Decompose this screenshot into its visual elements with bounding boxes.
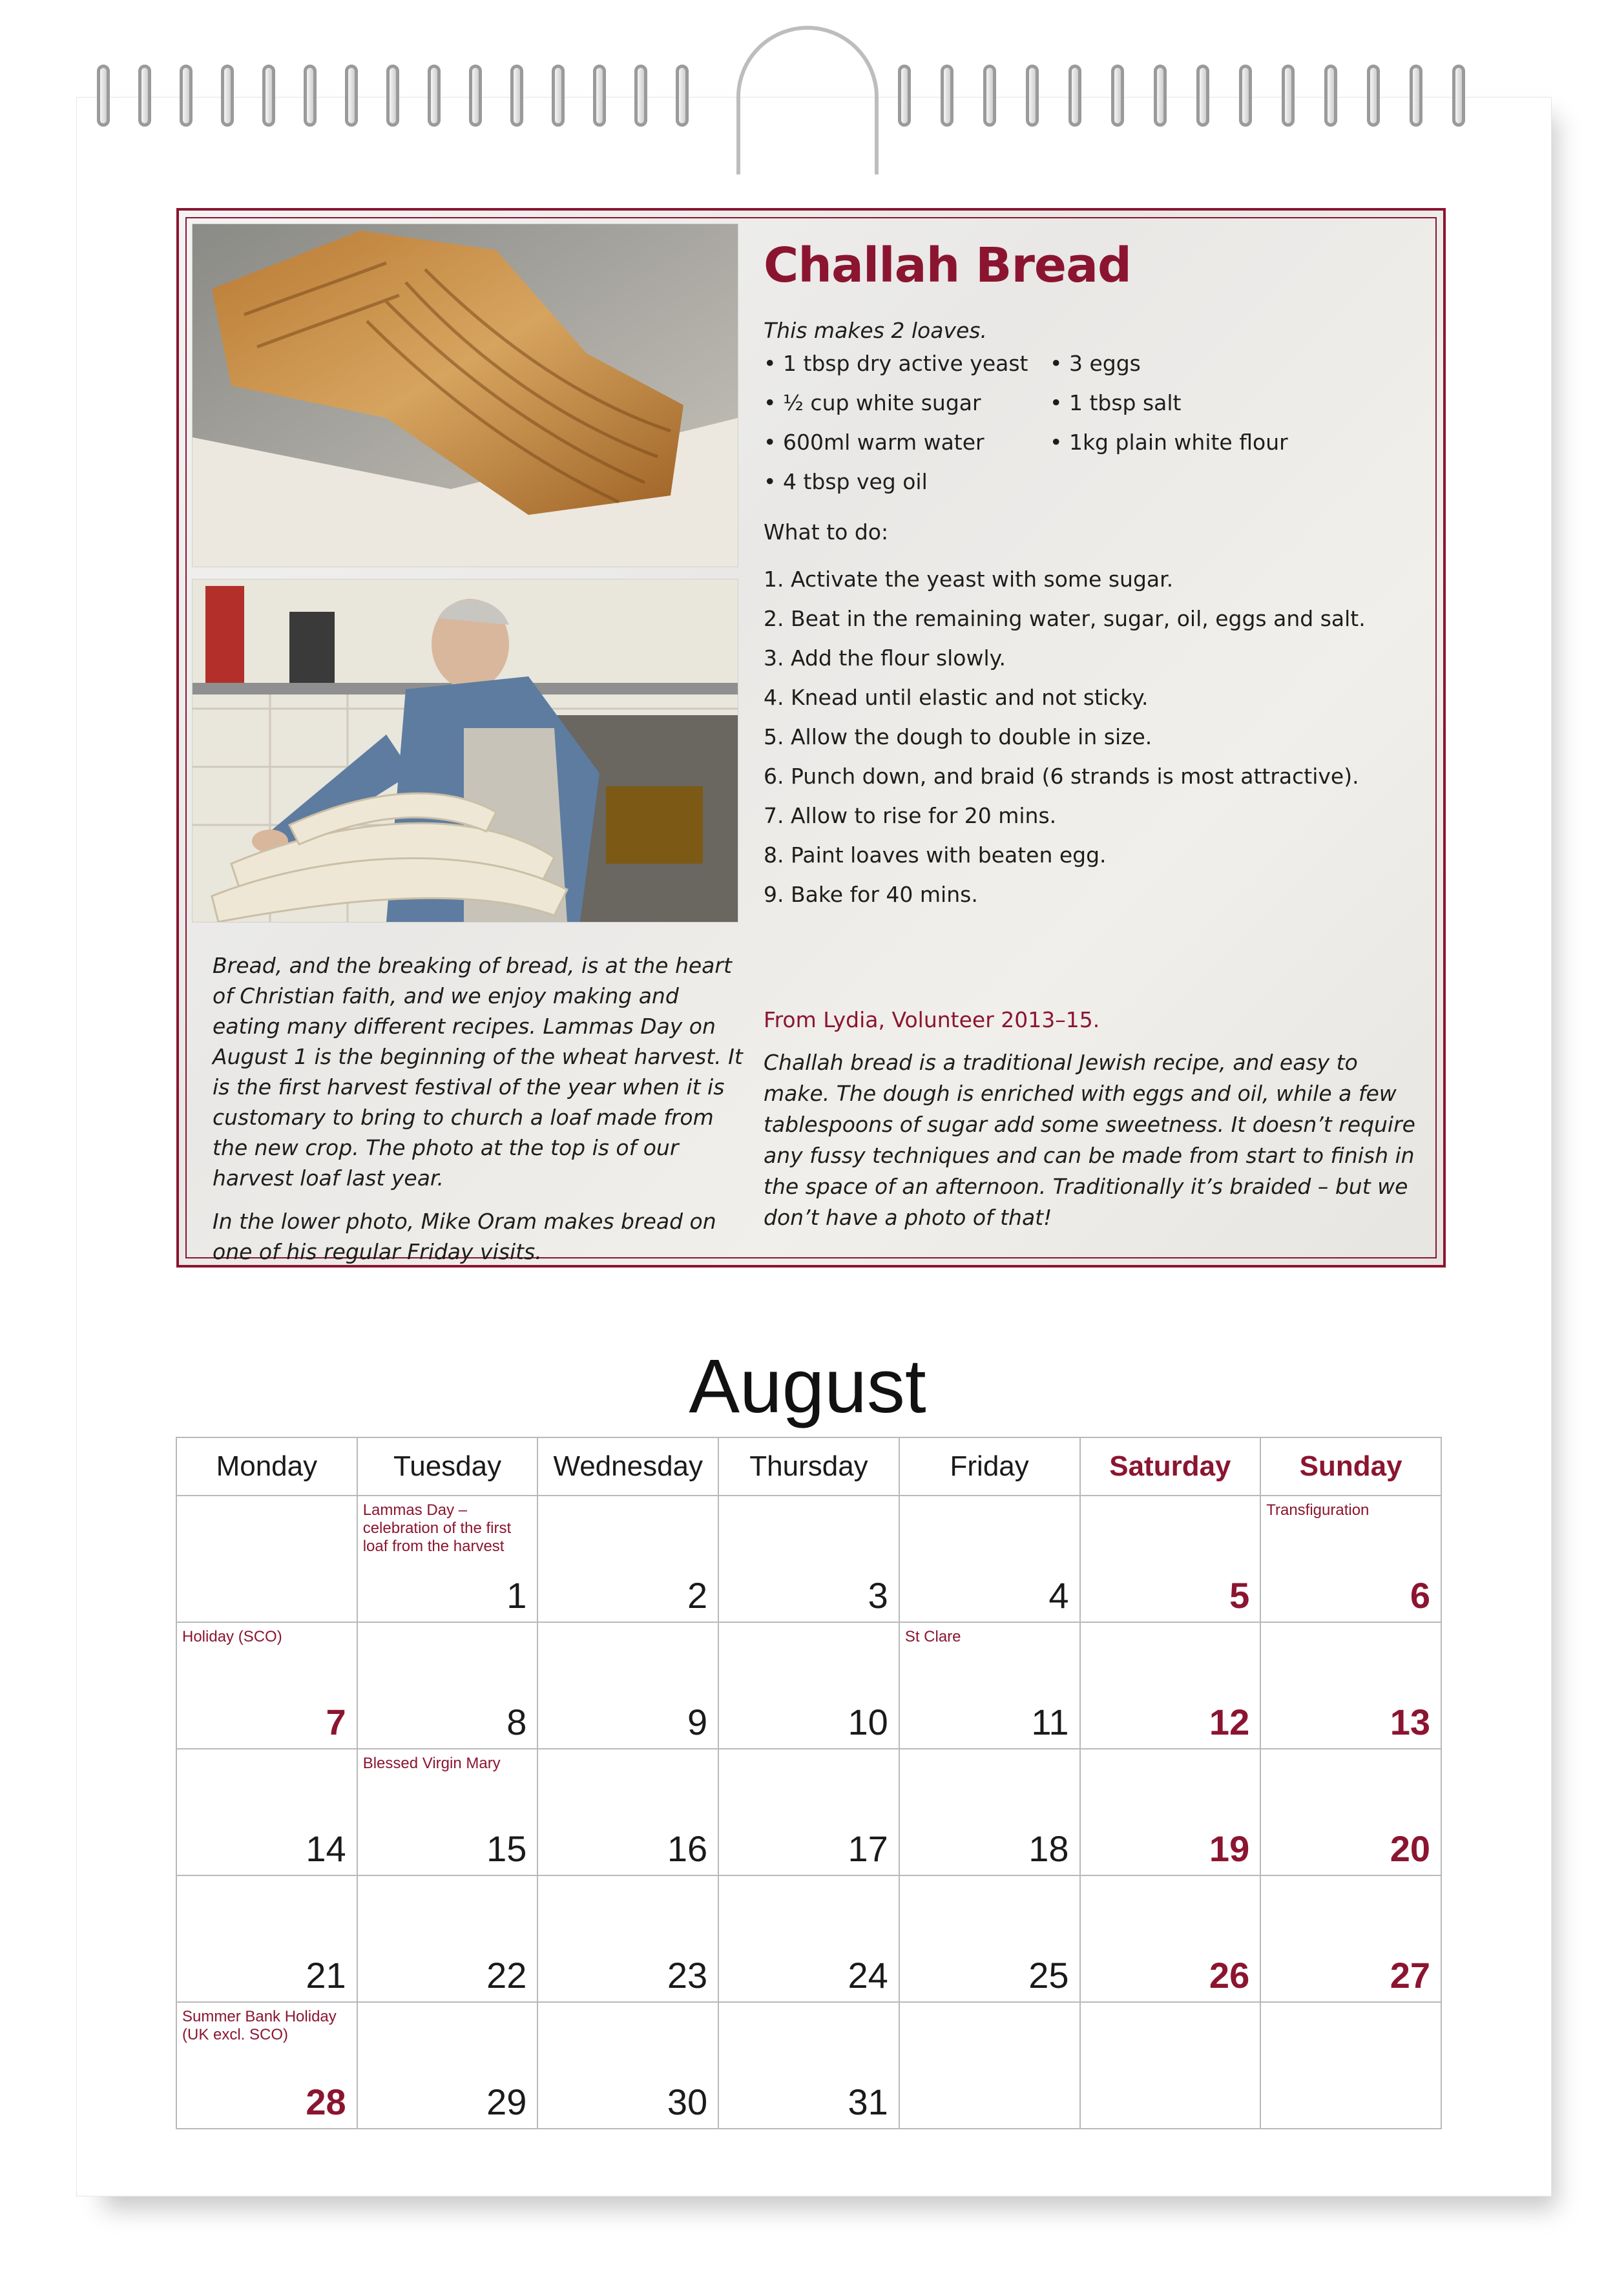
binding-ring bbox=[1154, 65, 1167, 127]
day-number: 13 bbox=[1390, 1702, 1430, 1742]
day-cell bbox=[357, 1496, 538, 1622]
day-number: 20 bbox=[1390, 1828, 1430, 1869]
month-grid bbox=[176, 1437, 1442, 2129]
weekday-header: Tuesday bbox=[357, 1437, 538, 1496]
week-row bbox=[176, 1749, 1441, 1875]
day-cell bbox=[718, 1749, 899, 1875]
day-number: 31 bbox=[848, 2082, 888, 2122]
binding-ring bbox=[469, 65, 482, 127]
day-number: 25 bbox=[1028, 1955, 1069, 1996]
day-cell bbox=[176, 1749, 357, 1875]
hanger-hook bbox=[736, 26, 879, 174]
day-cell bbox=[357, 1749, 538, 1875]
day-cell bbox=[537, 1622, 718, 1749]
ingredient-item: • 1 tbsp salt bbox=[1050, 390, 1182, 415]
week-row bbox=[176, 1496, 1441, 1622]
day-event: Summer Bank Holiday (UK excl. SCO) bbox=[182, 2008, 337, 2043]
day-number: 1 bbox=[506, 1575, 527, 1616]
weekday-header: Thursday bbox=[718, 1437, 899, 1496]
binding-ring bbox=[1068, 65, 1081, 127]
weekday-header: Wednesday bbox=[537, 1437, 718, 1496]
day-number: 16 bbox=[667, 1828, 708, 1869]
day-number: 23 bbox=[667, 1955, 708, 1996]
day-number: 26 bbox=[1209, 1955, 1250, 1996]
binding-ring bbox=[262, 65, 275, 127]
day-number: 7 bbox=[326, 1702, 346, 1742]
binding-ring bbox=[1367, 65, 1380, 127]
day-event: St Clare bbox=[904, 1628, 961, 1645]
binding-ring bbox=[898, 65, 911, 127]
week-row bbox=[176, 1622, 1441, 1749]
day-cell bbox=[899, 1496, 1080, 1622]
binding-ring bbox=[1410, 65, 1422, 127]
day-number: 14 bbox=[306, 1828, 346, 1869]
recipe-attribution: From Lydia, Volunteer 2013–15. bbox=[764, 1007, 1100, 1032]
binding-ring bbox=[1196, 65, 1209, 127]
day-number: 12 bbox=[1209, 1702, 1250, 1742]
week-row bbox=[176, 2002, 1441, 2129]
day-cell bbox=[718, 2002, 899, 2129]
step-item: 5. Allow the dough to double in size. bbox=[764, 724, 1152, 749]
day-cell bbox=[537, 1749, 718, 1875]
day-cell bbox=[1260, 2002, 1441, 2129]
ingredient-item: • 3 eggs bbox=[1050, 351, 1141, 376]
week-row bbox=[176, 1875, 1441, 2002]
day-cell bbox=[1080, 1496, 1261, 1622]
month-title: August bbox=[689, 1344, 926, 1429]
weekday-header: Monday bbox=[176, 1437, 357, 1496]
weekday-header: Friday bbox=[899, 1437, 1080, 1496]
day-number: 3 bbox=[868, 1575, 888, 1616]
day-cell bbox=[899, 1875, 1080, 2002]
binding-ring bbox=[983, 65, 996, 127]
binding-ring bbox=[1452, 65, 1465, 127]
day-cell bbox=[899, 1749, 1080, 1875]
ingredient-item: • 1 tbsp dry active yeast bbox=[764, 351, 1028, 376]
binding-ring bbox=[1239, 65, 1252, 127]
day-number: 29 bbox=[486, 2082, 527, 2122]
step-item: 4. Knead until elastic and not sticky. bbox=[764, 685, 1149, 710]
binding-ring bbox=[552, 65, 565, 127]
step-item: 3. Add the flour slowly. bbox=[764, 645, 1006, 671]
day-number: 27 bbox=[1390, 1955, 1430, 1996]
binding-ring bbox=[941, 65, 953, 127]
day-cell bbox=[1080, 1749, 1261, 1875]
ingredient-item: • 600ml warm water bbox=[764, 430, 985, 455]
binding-ring bbox=[345, 65, 358, 127]
binding-ring bbox=[1324, 65, 1337, 127]
day-cell bbox=[1080, 1622, 1261, 1749]
harvest-loaf-photo bbox=[192, 224, 738, 567]
day-cell bbox=[1080, 2002, 1261, 2129]
recipe-panel bbox=[176, 208, 1446, 1268]
day-cell bbox=[1260, 1875, 1441, 2002]
day-cell bbox=[176, 2002, 357, 2129]
binding-ring bbox=[428, 65, 441, 127]
weekday-header-row bbox=[176, 1437, 1441, 1496]
recipe-story: Challah bread is a traditional Jewish recipe, and easy to make. The dough is enriched with eggs and oil, while a few tablespoons of sugar add some sweetness. It doesn’t require any fussy techniques and can be made from start to finish in the space of an afternoon. Traditionally it’s braided – but we don’t have a photo of that! bbox=[764, 1050, 1415, 1230]
binding-ring bbox=[1282, 65, 1295, 127]
step-item: 7. Allow to rise for 20 mins. bbox=[764, 803, 1057, 828]
step-list bbox=[764, 559, 1366, 914]
recipe-yield: This makes 2 loaves. bbox=[764, 318, 987, 343]
day-number: 4 bbox=[1048, 1575, 1069, 1616]
day-cell bbox=[899, 2002, 1080, 2129]
day-cell bbox=[357, 1622, 538, 1749]
day-cell bbox=[537, 2002, 718, 2129]
step-item: 8. Paint loaves with beaten egg. bbox=[764, 842, 1107, 868]
day-cell bbox=[718, 1875, 899, 2002]
step-item: 1. Activate the yeast with some sugar. bbox=[764, 567, 1174, 592]
day-cell bbox=[899, 1622, 1080, 1749]
baker-photo bbox=[192, 579, 738, 923]
ingredient-item: • ½ cup white sugar bbox=[764, 390, 981, 415]
day-number: 8 bbox=[506, 1702, 527, 1742]
steps-heading: What to do: bbox=[764, 519, 889, 545]
binding-ring bbox=[138, 65, 151, 127]
day-event: Transfiguration bbox=[1266, 1501, 1370, 1519]
binding-ring bbox=[1111, 65, 1124, 127]
day-event: Blessed Virgin Mary bbox=[362, 1755, 501, 1772]
day-number: 22 bbox=[486, 1955, 527, 1996]
caption-paragraph: Bread, and the breaking of bread, is at the heart of Christian faith, and we enjoy making and eating many different recipes. Lammas Day on August 1 is the beginning of the wheat harvest. It is the first harvest festival of the year when it is customary to bring to church a loaf made from the new crop. The photo at the top is of our harvest loaf last year. bbox=[213, 953, 743, 1191]
step-item: 6. Punch down, and braid (6 strands is most attractive). bbox=[764, 764, 1359, 789]
recipe-title: Challah Bread bbox=[764, 238, 1132, 293]
day-number: 10 bbox=[848, 1702, 888, 1742]
day-number: 2 bbox=[687, 1575, 708, 1616]
binding-ring bbox=[386, 65, 399, 127]
step-item: 9. Bake for 40 mins. bbox=[764, 882, 978, 907]
binding-ring bbox=[593, 65, 606, 127]
day-number: 15 bbox=[486, 1828, 527, 1869]
caption-paragraph: In the lower photo, Mike Oram makes bread on one of his regular Friday visits. bbox=[213, 1209, 716, 1264]
day-cell bbox=[357, 2002, 538, 2129]
ingredient-list-left bbox=[764, 344, 1028, 501]
day-number: 24 bbox=[848, 1955, 888, 1996]
day-cell bbox=[1260, 1749, 1441, 1875]
binding-ring bbox=[221, 65, 234, 127]
day-number: 9 bbox=[687, 1702, 708, 1742]
day-number: 21 bbox=[306, 1955, 346, 1996]
ingredient-item: • 4 tbsp veg oil bbox=[764, 469, 928, 494]
day-cell bbox=[1260, 1496, 1441, 1622]
binding-ring bbox=[304, 65, 317, 127]
binding-ring bbox=[97, 65, 110, 127]
recipe-caption bbox=[213, 950, 749, 1280]
day-cell bbox=[1260, 1622, 1441, 1749]
binding-ring bbox=[180, 65, 193, 127]
day-cell bbox=[176, 1496, 357, 1622]
weekday-header: Saturday bbox=[1080, 1437, 1261, 1496]
binding-ring bbox=[510, 65, 523, 127]
binding-ring bbox=[676, 65, 689, 127]
binding-ring bbox=[634, 65, 647, 127]
day-cell bbox=[537, 1496, 718, 1622]
weekday-header: Sunday bbox=[1260, 1437, 1441, 1496]
day-number: 28 bbox=[306, 2082, 346, 2122]
day-number: 11 bbox=[1031, 1702, 1069, 1742]
day-cell bbox=[718, 1496, 899, 1622]
day-number: 18 bbox=[1028, 1828, 1069, 1869]
day-cell bbox=[537, 1875, 718, 2002]
ingredient-list-right bbox=[1050, 344, 1288, 462]
day-number: 30 bbox=[667, 2082, 708, 2122]
day-event: Holiday (SCO) bbox=[182, 1628, 282, 1645]
day-number: 6 bbox=[1410, 1575, 1430, 1616]
day-number: 5 bbox=[1229, 1575, 1250, 1616]
day-event: Lammas Day – celebration of the first loaf from the harvest bbox=[362, 1501, 512, 1555]
day-number: 17 bbox=[848, 1828, 888, 1869]
day-cell bbox=[718, 1622, 899, 1749]
ingredient-item: • 1kg plain white flour bbox=[1050, 430, 1288, 455]
day-cell bbox=[176, 1875, 357, 2002]
day-cell bbox=[176, 1622, 357, 1749]
step-item: 2. Beat in the remaining water, sugar, oil, eggs and salt. bbox=[764, 606, 1366, 631]
day-cell bbox=[357, 1875, 538, 2002]
day-cell bbox=[1080, 1875, 1261, 2002]
binding-ring bbox=[1026, 65, 1039, 127]
day-number: 19 bbox=[1209, 1828, 1250, 1869]
